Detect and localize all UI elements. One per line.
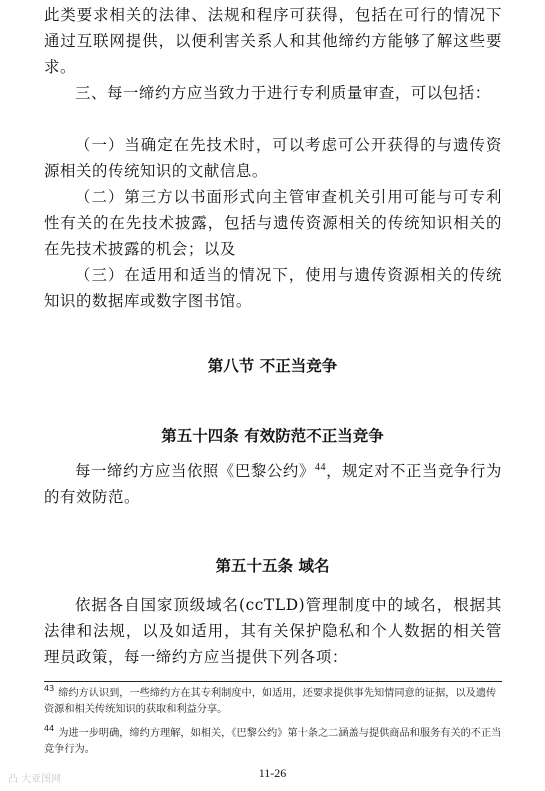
footnote-43 xyxy=(44,686,502,718)
footnote-43-number: 43 xyxy=(44,684,55,693)
article-54-text-before: 每一缔约方应当依照《巴黎公约》 xyxy=(75,462,315,480)
paragraph-patent-quality: 三、每一缔约方应当致力于进行专利质量审查，可以包括： xyxy=(75,84,491,102)
footnote-ref-44[interactable]: 44 xyxy=(314,462,327,473)
article-54-text-after: ，规定对不正当竞争行为的有效防范。 xyxy=(44,462,502,506)
footnote-44-text: 为进一步明确，缔约方理解，如相关，《巴黎公约》第十条之二涵盖与提供商品和服务有关的不正当竞争行为。 xyxy=(44,728,502,755)
paragraph-article-55: 依据各自国家顶级域名(ccTLD)管理制度中的域名，根据其法律和法规，以及如适用，其有关保护隐私和个人数据的相关管理员政策，每一缔约方应当提供下列各项： xyxy=(44,596,502,666)
article-55-heading: 第五十五条 域名 xyxy=(215,557,330,575)
article-54-heading: 第五十四条 有效防范不正当竞争 xyxy=(161,427,384,445)
page-number: 11-26 xyxy=(258,766,287,780)
section-heading: 第八节 不正当竞争 xyxy=(207,357,338,375)
footnote-divider xyxy=(44,681,502,682)
paragraph-item-2: （二）第三方以书面形式向主管审查机关引用可能与可专利性有关的在先技术披露，包括与遗传资源相关的传统知识相关的在先技术披露的机会；以及 xyxy=(44,188,502,258)
footnote-43-text: 缔约方认识到，一些缔约方在其专利制度中，如适用，还要求提供事先知情同意的证据，以及遗传资源和相关传统知识的获取和利益分享。 xyxy=(44,688,497,715)
paragraph-item-3: （三）在适用和适当的情况下，使用与遗传资源相关的传统知识的数据库或数字图书馆。 xyxy=(44,266,502,310)
paragraph-requirements: 此类要求相关的法律、法规和程序可获得，包括在可行的情况下通过互联网提供，以便利害关系人和其他缔约方能够了解这些要求。 xyxy=(44,6,502,76)
paragraph-article-54 xyxy=(44,458,502,510)
footnote-44-number: 44 xyxy=(44,724,55,733)
watermark: 凸 大亚图网 xyxy=(8,774,62,785)
footnote-44 xyxy=(44,726,502,758)
paragraph-item-1: （一）当确定在先技术时，可以考虑可公开获得的与遗传资源相关的传统知识的文献信息。 xyxy=(44,136,502,180)
